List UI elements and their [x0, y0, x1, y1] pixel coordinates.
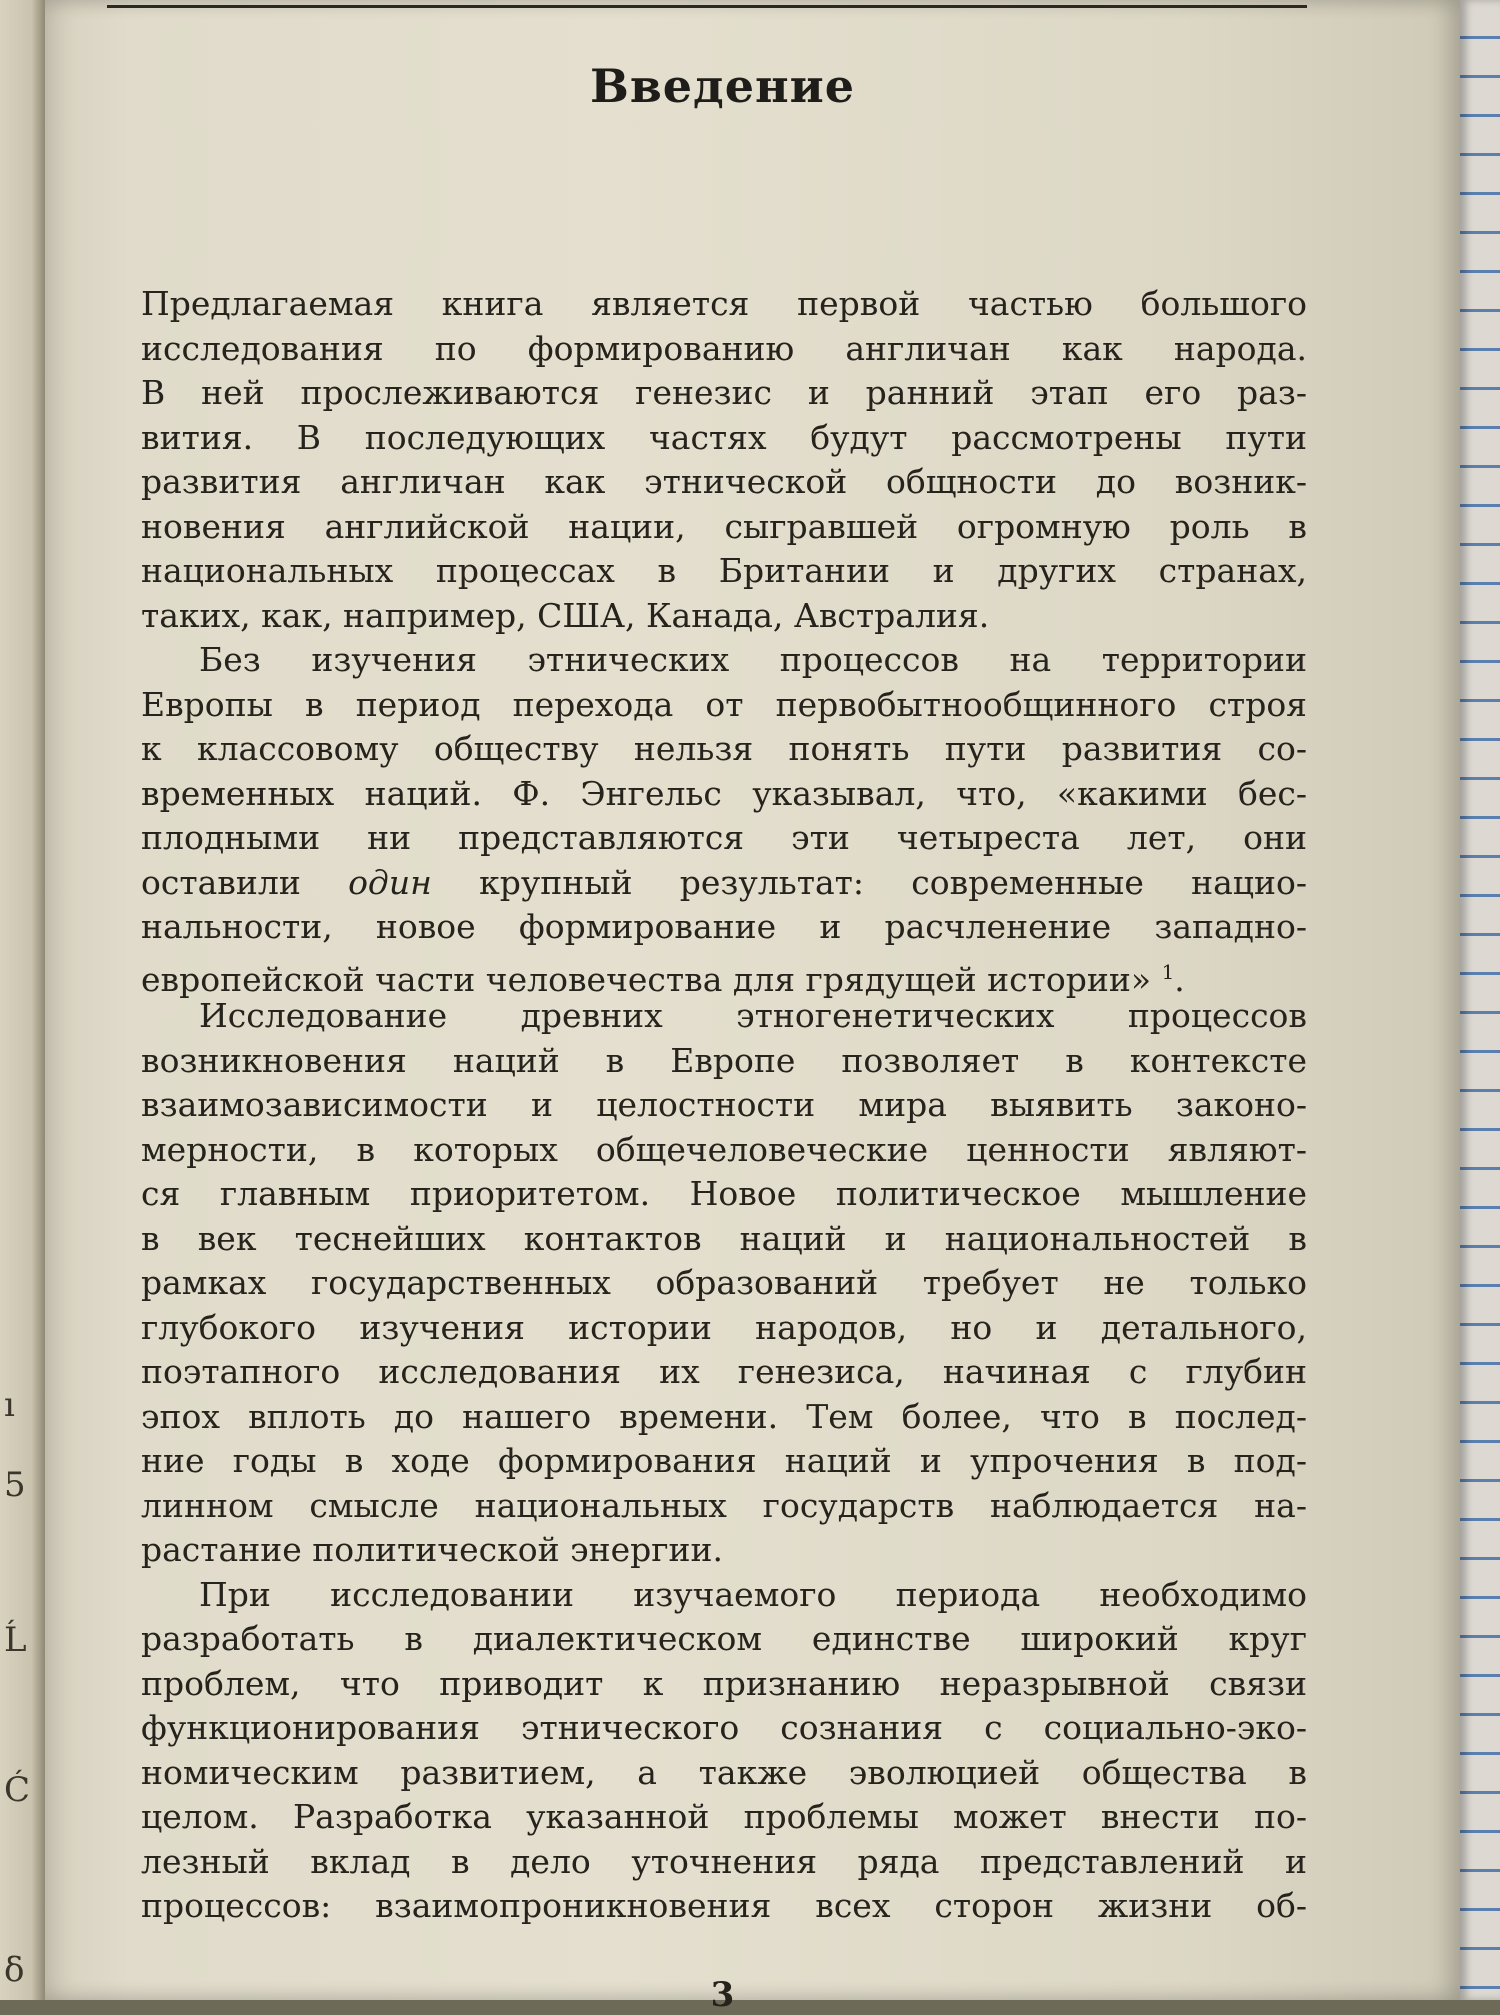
- text-line: эпох вплоть до нашего времени. Тем более, что в послед-: [141, 1396, 1307, 1436]
- text-line: Предлагаемая книга является первой частью большого: [141, 284, 1307, 323]
- text-line: развития англичан как этнической общности до возник-: [141, 462, 1307, 501]
- text-line: номическим развитием, а также эволюцией общества в: [141, 1752, 1307, 1792]
- text-line: [141, 950, 1307, 999]
- text-line: [141, 861, 1307, 906]
- paragraph-2: [141, 638, 1307, 999]
- text-line: проблем, что приводит к признанию неразрывной связи: [141, 1663, 1307, 1703]
- text-line: растание политической энергии.: [141, 1530, 723, 1569]
- edge-mark: 5: [4, 1465, 26, 1505]
- body-text: [141, 282, 1307, 1929]
- footnote-marker: 1: [1161, 959, 1175, 984]
- top-rule: [107, 5, 1307, 8]
- italic-word: один: [348, 862, 432, 902]
- text-line: При исследовании изучаемого периода необходимо: [199, 1574, 1307, 1614]
- page-number: 3: [710, 1975, 735, 2015]
- text-line: линном смысле национальных государств наблюдается на-: [141, 1485, 1307, 1525]
- edge-mark: ı: [4, 1385, 15, 1425]
- text-line: Без изучения этнических процессов на территории: [199, 640, 1307, 679]
- text-line: функционирования этнического сознания с социально-эко-: [141, 1708, 1307, 1747]
- text-line: исследования по формированию англичан как народа.: [141, 328, 1307, 368]
- text-line: нальности, новое формирование и расчленение западно-: [141, 907, 1307, 946]
- text-line: В ней прослеживаются генезис и ранний этап его раз-: [141, 373, 1307, 412]
- text-line: вития. В последующих частях будут рассмотрены пути: [141, 417, 1307, 457]
- text-line: мерности, в которых общечеловеческие ценности являют-: [141, 1129, 1307, 1169]
- text-line: возникновения наций в Европе позволяет в контексте: [141, 1040, 1307, 1080]
- text-line: в век теснейших контактов наций и национальностей в: [141, 1218, 1307, 1258]
- text-line: к классовому обществу нельзя понять пути развития со-: [141, 729, 1307, 768]
- text-line: национальных процессах в Британии и других странах,: [141, 551, 1307, 590]
- text-line: взаимозависимости и целостности мира выявить законо-: [141, 1085, 1307, 1124]
- text-line: новения английской нации, сыгравшей огромную роль в: [141, 506, 1307, 546]
- edge-mark: Ĺ: [4, 1620, 27, 1660]
- text-fragment: .: [1174, 959, 1185, 999]
- text-fragment: оставили: [141, 862, 301, 902]
- text-line: процессов: взаимопроникновения всех сторон жизни об-: [141, 1886, 1307, 1925]
- text-line: разработать в диалектическом единстве широкий круг: [141, 1619, 1307, 1658]
- text-line: Исследование древних этногенетических процессов: [199, 996, 1307, 1035]
- paragraph-4: [141, 1573, 1307, 1929]
- text-fragment: крупный результат: современные нацио-: [479, 862, 1307, 902]
- book-page: [45, 0, 1460, 2015]
- edge-mark: Ć: [4, 1770, 31, 1810]
- text-line: ние годы в ходе формирования наций и упрочения в под-: [141, 1441, 1307, 1480]
- edge-mark: δ: [4, 1950, 25, 1990]
- paragraph-3: [141, 994, 1307, 1573]
- text-line: Европы в период перехода от первобытнообщинного строя: [141, 684, 1307, 724]
- text-line: временных наций. Ф. Энгельс указывал, что, «какими бес-: [141, 773, 1307, 813]
- text-line: глубокого изучения истории народов, но и детального,: [141, 1307, 1307, 1347]
- left-page-edge: [0, 0, 45, 2000]
- text-line: рамках государственных образований требует не только: [141, 1263, 1307, 1302]
- text-line: лезный вклад в дело уточнения ряда представлений и: [141, 1841, 1307, 1881]
- text-fragment: европейской части человечества для грядущей истории»: [141, 959, 1152, 999]
- page-title: Введение: [589, 58, 856, 113]
- text-line: плодными ни представляются эти четыреста лет, они: [141, 818, 1307, 857]
- text-line: таких, как, например, США, Канада, Австралия.: [141, 595, 990, 635]
- text-line: целом. Разработка указанной проблемы может внести по-: [141, 1797, 1307, 1836]
- notebook-edge: [1460, 0, 1500, 2000]
- text-line: ся главным приоритетом. Новое политическое мышление: [141, 1174, 1307, 1213]
- paragraph-1: [141, 282, 1307, 638]
- text-line: поэтапного исследования их генезиса, начиная с глубин: [141, 1352, 1307, 1391]
